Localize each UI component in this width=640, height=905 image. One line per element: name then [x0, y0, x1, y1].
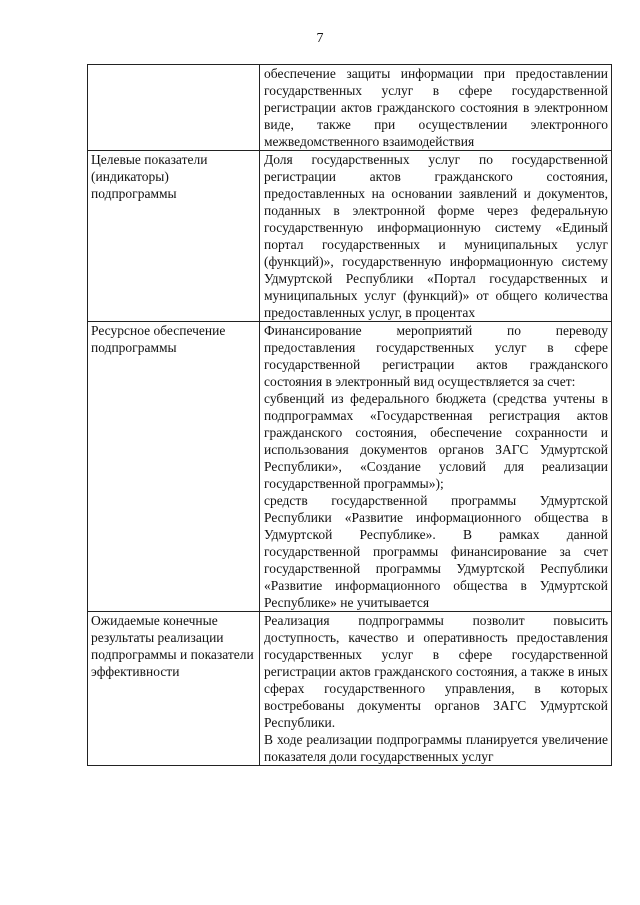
table-row: [88, 322, 612, 612]
paragraph: субвенций из федерального бюджета (средства учтены в подпрограммах «Государственная регистрация актов гражданского состояния, обеспечение сохранности и использования документов органов ЗАГС Удмуртской Республики», «Создание условий для реализации государственной программы»);: [264, 391, 608, 491]
paragraph: средств государственной программы Удмуртской Республики «Развитие информационного общества в Удмуртской Республике». В рамках данной государственной программы финансирование за счет государственной программы Удмуртской Республики «Развитие информационного общества в Удмуртской Республике» не учитывается: [264, 493, 608, 610]
row-text: [260, 612, 612, 766]
table-row: [88, 151, 612, 322]
row-text: [260, 65, 612, 151]
row-text: [260, 322, 612, 612]
row-text: [260, 151, 612, 322]
row-label: [88, 65, 260, 151]
paragraph: обеспечение защиты информации при предоставлении государственных услуг в сфере государственной регистрации актов гражданского состояния в электронном виде, также при осуществлении электронного межведомственного взаимодействия: [264, 66, 608, 149]
paragraph: Реализация подпрограммы позволит повысить доступность, качество и оперативность предоставления государственных услуг в сфере государственной регистрации актов гражданского состояния, а также в иных сферах государственного управления, в которых востребованы документы органов ЗАГС Удмуртской Республики.: [264, 613, 608, 730]
table-row: [88, 612, 612, 766]
page-number: 7: [316, 31, 324, 46]
passport-table: [87, 64, 612, 766]
row-label: Целевые показатели (индикаторы) подпрограммы: [88, 151, 260, 322]
table-row: [88, 65, 612, 151]
paragraph: Доля государственных услуг по государственной регистрации актов гражданского состояния, предоставленных на основании заявлений и документов, поданных в электронной форме через федеральную государственную информационную систему «Единый портал государственных и муниципальных услуг (функций)», государственную информационную систему Удмуртской Республики «Портал государственных и муниципальных услуг (функций)» от общего количества предоставленных услуг, в процентах: [264, 152, 608, 320]
paragraph: Финансирование мероприятий по переводу предоставления государственных услуг в сфере государственной регистрации актов гражданского состояния в электронный вид осуществляется за счет:: [264, 323, 608, 389]
paragraph: В ходе реализации подпрограммы планируется увеличение показателя доли государственных услуг: [264, 732, 608, 764]
row-label: Ресурсное обеспечение подпрограммы: [88, 322, 260, 612]
row-label: Ожидаемые конечные результаты реализации подпрограммы и показатели эффективности: [88, 612, 260, 766]
